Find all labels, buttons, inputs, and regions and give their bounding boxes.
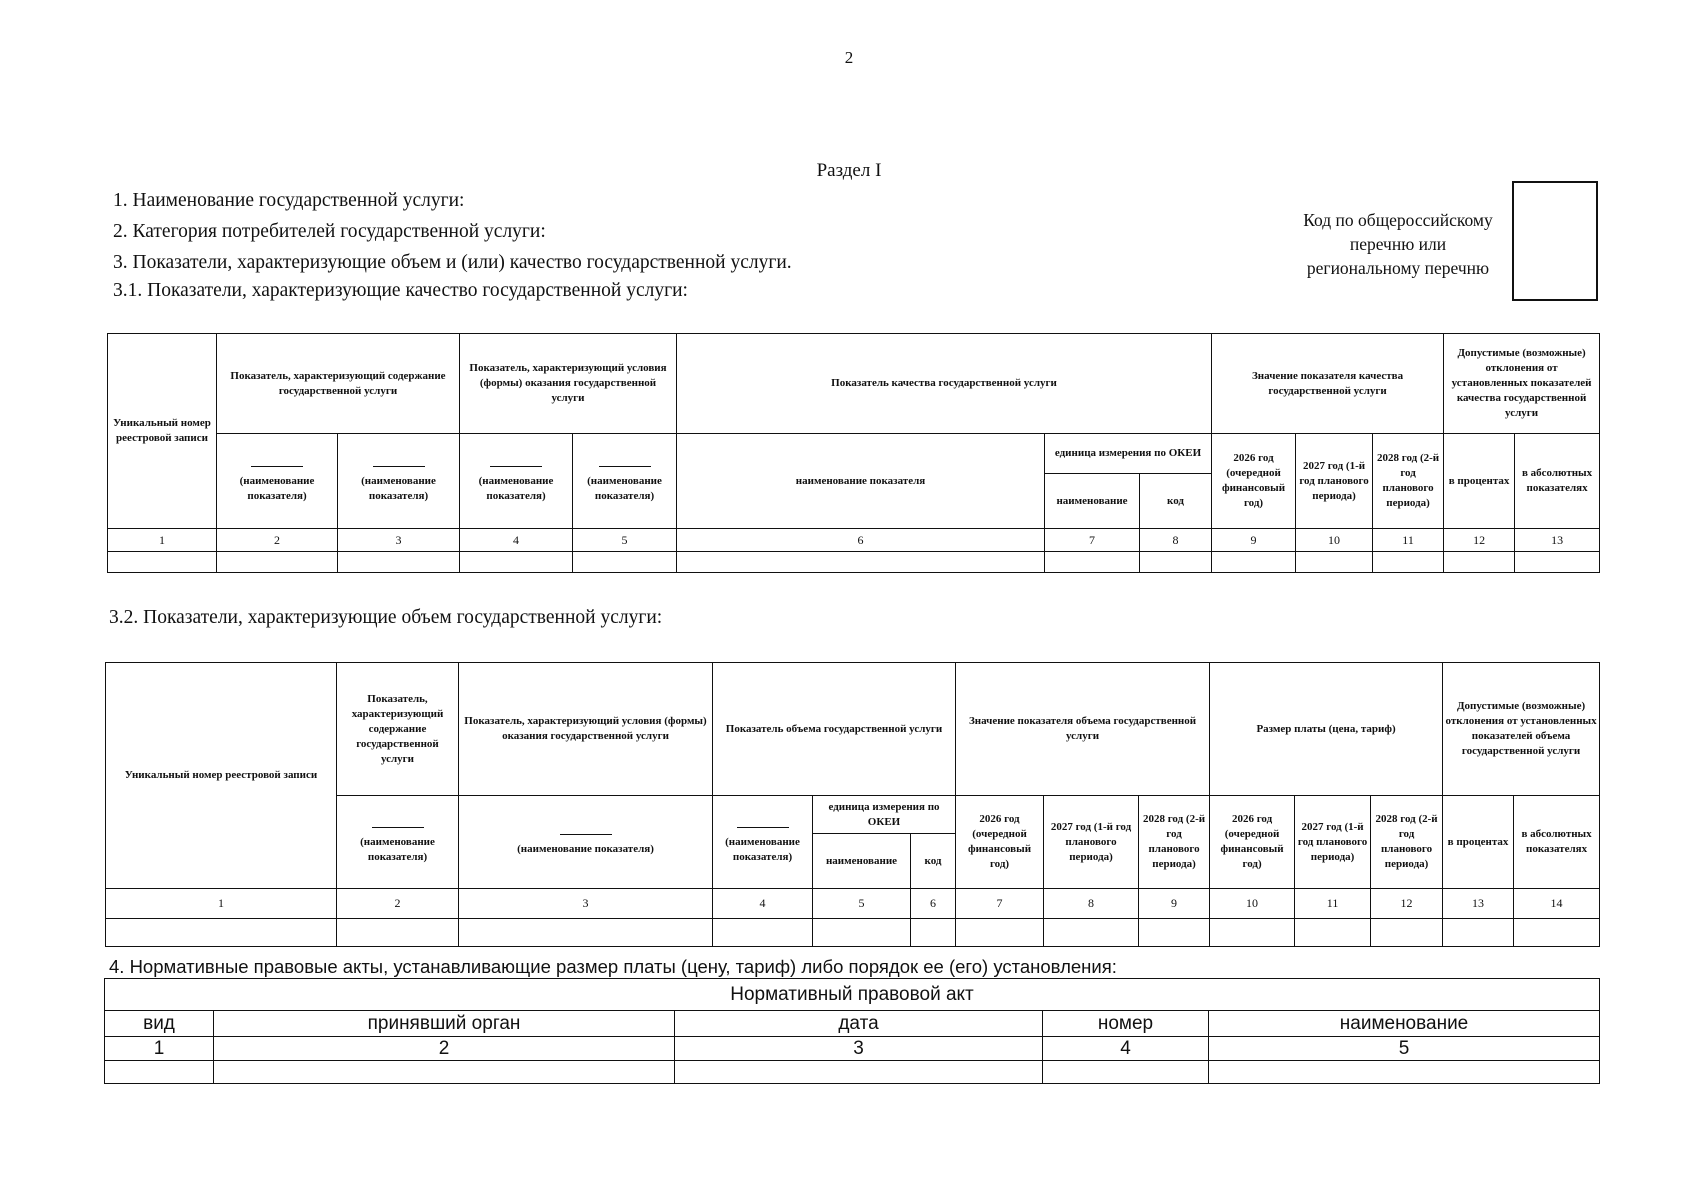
table-cell[interactable]	[1443, 919, 1514, 947]
table-cell[interactable]	[1209, 1061, 1600, 1084]
header-unit-okei: единица измерения по ОКЕИ	[1045, 434, 1212, 474]
column-number: 2	[217, 529, 338, 552]
table-cell[interactable]	[713, 919, 813, 947]
blank-line	[599, 466, 651, 467]
table-cell[interactable]	[105, 1061, 214, 1084]
header-in-absolute: в абсолютных показателях	[1515, 434, 1600, 529]
legal-act-title: Нормативный правовой акт	[105, 979, 1600, 1011]
heading-volume-indicators: 3.2. Показатели, характеризующие объем государственной услуги:	[109, 607, 663, 628]
header-indicator-title: наименование показателя	[677, 434, 1045, 529]
heading-indicators: 3. Показатели, характеризующие объем и (или) качество государственной услуги.	[113, 252, 792, 273]
heading-consumer-category: 2. Категория потребителей государственной услуги:	[113, 221, 546, 242]
header-unique-number: Уникальный номер реестровой записи	[108, 334, 217, 529]
header-indicator-name: (наименование показателя)	[460, 434, 573, 529]
column-number: 8	[1140, 529, 1212, 552]
header-fee-year-2028: 2028 год (2-й год планового периода)	[1371, 796, 1443, 889]
header-conditions-indicator: Показатель, характеризующий условия (формы) оказания государственной услуги	[460, 334, 677, 434]
column-header-date: дата	[675, 1011, 1043, 1037]
header-allowed-deviation: Допустимые (возможные) отклонения от установленных показателей объема государственной услуги	[1443, 663, 1600, 796]
table-cell[interactable]	[1140, 552, 1212, 573]
heading-quality-indicators: 3.1. Показатели, характеризующие качество государственной услуги:	[113, 280, 688, 301]
header-indicator-name: (наименование показателя)	[338, 434, 460, 529]
column-number: 1	[105, 1037, 214, 1061]
section-title: Раздел I	[816, 160, 882, 181]
column-header-name: наименование	[1209, 1011, 1600, 1037]
quality-indicators-table	[107, 333, 1600, 573]
column-number: 3	[459, 889, 713, 919]
table-row	[105, 1061, 1600, 1084]
column-number: 8	[1044, 889, 1139, 919]
column-number: 2	[214, 1037, 675, 1061]
legal-acts-table	[104, 978, 1600, 1084]
header-conditions-indicator: Показатель, характеризующий условия (формы) оказания государственной услуги	[459, 663, 713, 796]
table-cell[interactable]	[1373, 552, 1444, 573]
table-cell[interactable]	[217, 552, 338, 573]
blank-line	[251, 466, 303, 467]
header-fee-amount: Размер платы (цена, тариф)	[1210, 663, 1443, 796]
column-number: 6	[911, 889, 956, 919]
table-cell[interactable]	[1044, 919, 1139, 947]
header-content-indicator: Показатель, характеризующий содержание государственной услуги	[217, 334, 460, 434]
table-cell[interactable]	[337, 919, 459, 947]
header-year-2028: 2028 год (2-й год планового периода)	[1373, 434, 1444, 529]
header-unit-code: код	[911, 834, 956, 889]
table-cell[interactable]	[460, 552, 573, 573]
column-header-type: вид	[105, 1011, 214, 1037]
table-cell[interactable]	[677, 552, 1045, 573]
header-volume-value: Значение показателя объема государственной услуги	[956, 663, 1210, 796]
page-number: 2	[844, 48, 854, 67]
header-year-2026: 2026 год (очередной финансовый год)	[1212, 434, 1296, 529]
column-number: 3	[338, 529, 460, 552]
column-number: 2	[337, 889, 459, 919]
header-indicator-name: (наименование показателя)	[337, 796, 459, 889]
table-cell[interactable]	[1295, 919, 1371, 947]
blank-line	[490, 466, 542, 467]
column-number: 14	[1514, 889, 1600, 919]
table-cell[interactable]	[1210, 919, 1295, 947]
table-cell[interactable]	[1139, 919, 1210, 947]
column-number: 1	[106, 889, 337, 919]
column-number: 4	[713, 889, 813, 919]
header-unit-code: код	[1140, 474, 1212, 529]
table-cell[interactable]	[956, 919, 1044, 947]
column-number: 6	[677, 529, 1045, 552]
table-cell[interactable]	[1296, 552, 1373, 573]
heading-legal-acts: 4. Нормативные правовые акты, устанавливающие размер платы (цену, тариф) либо порядок ее (его) установления:	[109, 956, 1117, 977]
table-cell[interactable]	[813, 919, 911, 947]
column-header-number: номер	[1043, 1011, 1209, 1037]
header-content-indicator: Показатель, характеризующий содержание государственной услуги	[337, 663, 459, 796]
column-header-authority: принявший орган	[214, 1011, 675, 1037]
header-fee-year-2026: 2026 год (очередной финансовый год)	[1210, 796, 1295, 889]
column-number: 10	[1210, 889, 1295, 919]
table-cell[interactable]	[1444, 552, 1515, 573]
table-cell[interactable]	[338, 552, 460, 573]
table-cell[interactable]	[1371, 919, 1443, 947]
header-value-year-2028: 2028 год (2-й год планового периода)	[1139, 796, 1210, 889]
column-number: 7	[956, 889, 1044, 919]
table-cell[interactable]	[573, 552, 677, 573]
header-fee-year-2027: 2027 год (1-й год планового периода)	[1295, 796, 1371, 889]
column-number: 11	[1295, 889, 1371, 919]
header-in-percent: в процентах	[1443, 796, 1514, 889]
column-number: 4	[1043, 1037, 1209, 1061]
table-cell[interactable]	[459, 919, 713, 947]
header-unit-okei: единица измерения по ОКЕИ	[813, 796, 956, 834]
table-cell[interactable]	[675, 1061, 1043, 1084]
header-value-year-2026: 2026 год (очередной финансовый год)	[956, 796, 1044, 889]
code-label-line: перечню или	[1349, 234, 1447, 254]
column-number: 10	[1296, 529, 1373, 552]
header-unit-name: наименование	[1045, 474, 1140, 529]
table-cell[interactable]	[106, 919, 337, 947]
column-number: 5	[813, 889, 911, 919]
table-cell[interactable]	[1043, 1061, 1209, 1084]
registry-code-box[interactable]	[1512, 181, 1598, 301]
table-cell[interactable]	[214, 1061, 675, 1084]
table-cell[interactable]	[1514, 919, 1600, 947]
table-cell[interactable]	[1515, 552, 1600, 573]
table-cell[interactable]	[911, 919, 956, 947]
table-cell[interactable]	[1045, 552, 1140, 573]
header-indicator-name: (наименование показателя)	[459, 796, 713, 889]
column-number: 13	[1443, 889, 1514, 919]
header-quality-indicator: Показатель качества государственной услуги	[677, 334, 1212, 434]
header-allowed-deviation: Допустимые (возможные) отклонения от установленных показателей качества государственной услуги	[1444, 334, 1600, 434]
column-number: 5	[1209, 1037, 1600, 1061]
blank-line	[737, 827, 789, 828]
blank-line	[372, 827, 424, 828]
table-row	[106, 919, 1600, 947]
column-number: 9	[1139, 889, 1210, 919]
header-quality-value: Значение показателя качества государственной услуги	[1212, 334, 1444, 434]
blank-line	[560, 834, 612, 835]
table-row	[108, 552, 1600, 573]
header-unique-number: Уникальный номер реестровой записи	[106, 663, 337, 889]
column-number: 9	[1212, 529, 1296, 552]
header-value-year-2027: 2027 год (1-й год планового периода)	[1044, 796, 1139, 889]
code-label-line: Код по общероссийскому	[1303, 210, 1493, 230]
column-number: 1	[108, 529, 217, 552]
column-number: 5	[573, 529, 677, 552]
column-number: 4	[460, 529, 573, 552]
blank-line	[373, 466, 425, 467]
header-in-percent: в процентах	[1444, 434, 1515, 529]
header-year-2027: 2027 год (1-й год планового периода)	[1296, 434, 1373, 529]
column-number: 11	[1373, 529, 1444, 552]
table-cell[interactable]	[108, 552, 217, 573]
header-indicator-name: (наименование показателя)	[713, 796, 813, 889]
header-indicator-name: (наименование показателя)	[573, 434, 677, 529]
column-number: 12	[1371, 889, 1443, 919]
header-in-absolute: в абсолютных показателях	[1514, 796, 1600, 889]
column-number: 13	[1515, 529, 1600, 552]
table-cell[interactable]	[1212, 552, 1296, 573]
column-number: 12	[1444, 529, 1515, 552]
heading-service-name: 1. Наименование государственной услуги:	[113, 190, 465, 211]
registry-code-label	[1292, 208, 1504, 280]
column-number: 3	[675, 1037, 1043, 1061]
column-number: 7	[1045, 529, 1140, 552]
header-unit-name: наименование	[813, 834, 911, 889]
header-indicator-name: (наименование показателя)	[217, 434, 338, 529]
volume-indicators-table	[105, 662, 1600, 947]
code-label-line: региональному перечню	[1306, 258, 1490, 278]
header-volume-indicator: Показатель объема государственной услуги	[713, 663, 956, 796]
